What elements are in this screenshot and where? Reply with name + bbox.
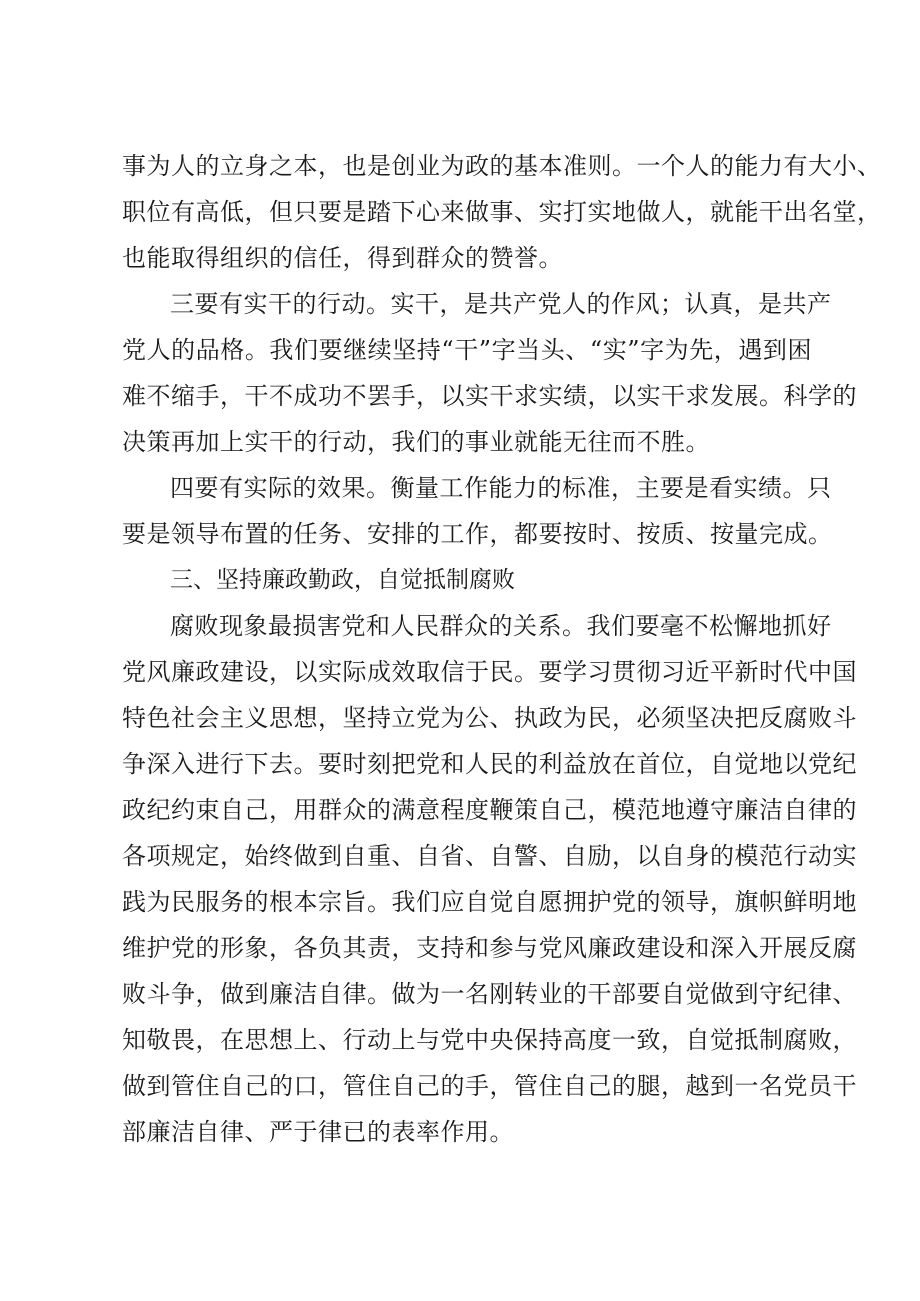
text-line: 政纪约束自己，用群众的满意程度鞭策自己，模范地遵守廉洁自律的: [122, 796, 857, 824]
text-line: 党人的品格。我们要继续坚持“干”字当头、“实”字为先，遇到困: [122, 336, 812, 364]
text-line: 败斗争，做到廉洁自律。做为一名刚转业的干部要自觉做到守纪律、: [122, 980, 857, 1008]
text-line: 各项规定，始终做到自重、自省、自警、自励，以自身的模范行动实: [122, 842, 857, 870]
paragraph-3: [122, 465, 833, 557]
text-line: 党风廉政建设，以实际成效取信于民。要学习贯彻习近平新时代中国: [122, 658, 857, 686]
text-line: 腐败现象最损害党和人民群众的关系。我们要毫不松懈地抓好: [170, 612, 832, 640]
text-line: 事为人的立身之本，也是创业为政的基本准则。一个人的能力有大小、: [122, 152, 882, 180]
text-line: 职位有高低，但只要是踏下心来做事、实打实地做人，就能干出名堂，: [122, 198, 882, 226]
text-line: 维护党的形象，各负其责，支持和参与党风廉政建设和深入开展反腐: [122, 934, 857, 962]
text-line: 做到管住自己的口，管住自己的手，管住自己的腿，越到一名党员干: [122, 1072, 857, 1100]
text-line: 特色社会主义思想，坚持立党为公、执政为民，必须坚决把反腐败斗: [122, 704, 857, 732]
text-line: 部廉洁自律、严于律已的表率作用。: [122, 1118, 514, 1146]
document-body: [122, 143, 882, 1155]
text-line: 要是领导布置的任务、安排的工作，都要按时、按质、按量完成。: [122, 520, 833, 548]
text-line: 决策再加上实干的行动，我们的事业就能无往而不胜。: [122, 428, 710, 456]
text-line: 四要有实际的效果。衡量工作能力的标准，主要是看实绩。只: [170, 474, 832, 502]
text-line: 争深入进行下去。要时刻把党和人民的利益放在首位，自觉地以党纪: [122, 750, 857, 778]
paragraph-4: [122, 603, 857, 1155]
text-line: 也能取得组织的信任，得到群众的赞誉。: [122, 244, 563, 272]
text-line: 三要有实干的行动。实干，是共产党人的作风；认真，是共产: [170, 290, 832, 318]
text-line: 难不缩手，干不成功不罢手，以实干求实绩，以实干求发展。科学的: [122, 382, 857, 410]
text-line: 知敬畏，在思想上、行动上与党中央保持高度一致，自觉抵制腐败，: [122, 1026, 857, 1054]
paragraph-2: [122, 281, 857, 465]
paragraph-1: [122, 143, 882, 281]
text-line: 践为民服务的根本宗旨。我们应自觉自愿拥护党的领导，旗帜鲜明地: [122, 888, 857, 916]
section-heading: 三、坚持廉政勤政，自觉抵制腐败: [170, 567, 515, 593]
